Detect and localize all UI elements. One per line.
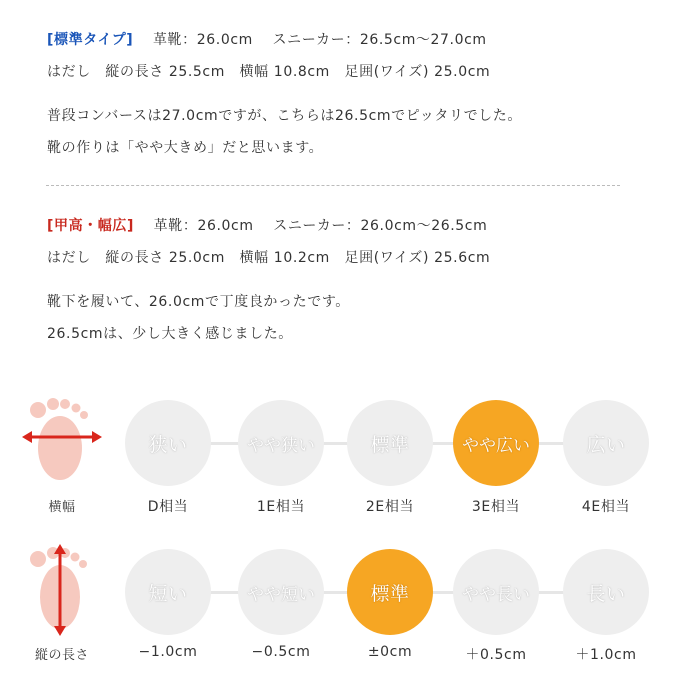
foot-width-icon [20,396,106,486]
width-option-standard: 標準 [347,400,433,486]
shoe-sizes-text: 革靴：26.0cm スニーカー：26.5cm〜27.0cm [152,32,487,48]
length-sub-slightly-short: −0.5cm [251,644,311,660]
width-sub-slightly-narrow: 1E相当 [256,499,306,515]
length-option-slightly-long: やや長い [453,549,539,635]
length-sub-standard: ±0cm [367,644,413,660]
width-axis-label: 横幅 [48,500,76,515]
section-wide-shoe-sizes [47,216,487,236]
section-wide-comment-1: 靴下を履いて、26.0cmで丁度良かったです。 [47,294,350,310]
length-option-short: 短い [125,549,211,635]
width-sub-wide: 4E相当 [581,499,631,515]
width-option-narrow: 狭い [125,400,211,486]
section-standard-comment-1: 普段コンバースは27.0cmですが、こちらは26.5cmでピッタリでした。 [47,108,522,124]
width-scale [0,396,680,536]
section-standard-measurements: はだし 縦の長さ 25.5cm 横幅 10.8cm 足囲(ワイズ) 25.0cm [47,64,491,80]
foot-length-icon [22,543,102,638]
width-option-wide: 広い [563,400,649,486]
length-sub-long: ＋1.0cm [575,647,637,663]
width-sub-standard: 2E相当 [365,499,415,515]
shoe-sizes-text: 革靴：26.0cm スニーカー：26.0cm〜26.5cm [153,218,488,234]
section-standard-comment-2: 靴の作りは「やや大きめ」だと思います。 [47,140,324,156]
tag-standard: [標準タイプ] [47,32,134,48]
width-sub-narrow: D相当 [147,499,189,515]
length-option-standard: 標準 [347,549,433,635]
width-sub-slightly-wide: 3E相当 [471,499,521,515]
section-divider [46,185,620,186]
section-wide-measurements: はだし 縦の長さ 25.0cm 横幅 10.2cm 足囲(ワイズ) 25.6cm [47,250,491,266]
length-axis-label: 縦の長さ [34,648,89,663]
length-scale [0,543,680,683]
width-option-slightly-wide: やや広い [453,400,539,486]
section-wide-comment-2: 26.5cmは、少し大きく感じました。 [47,326,293,342]
width-option-slightly-narrow: やや狭い [238,400,324,486]
section-standard-shoe-sizes [47,30,487,50]
tag-wide: [甲高・幅広] [47,218,134,234]
length-sub-short: −1.0cm [138,644,198,660]
length-sub-slightly-long: ＋0.5cm [465,647,527,663]
length-option-slightly-short: やや短い [238,549,324,635]
length-option-long: 長い [563,549,649,635]
